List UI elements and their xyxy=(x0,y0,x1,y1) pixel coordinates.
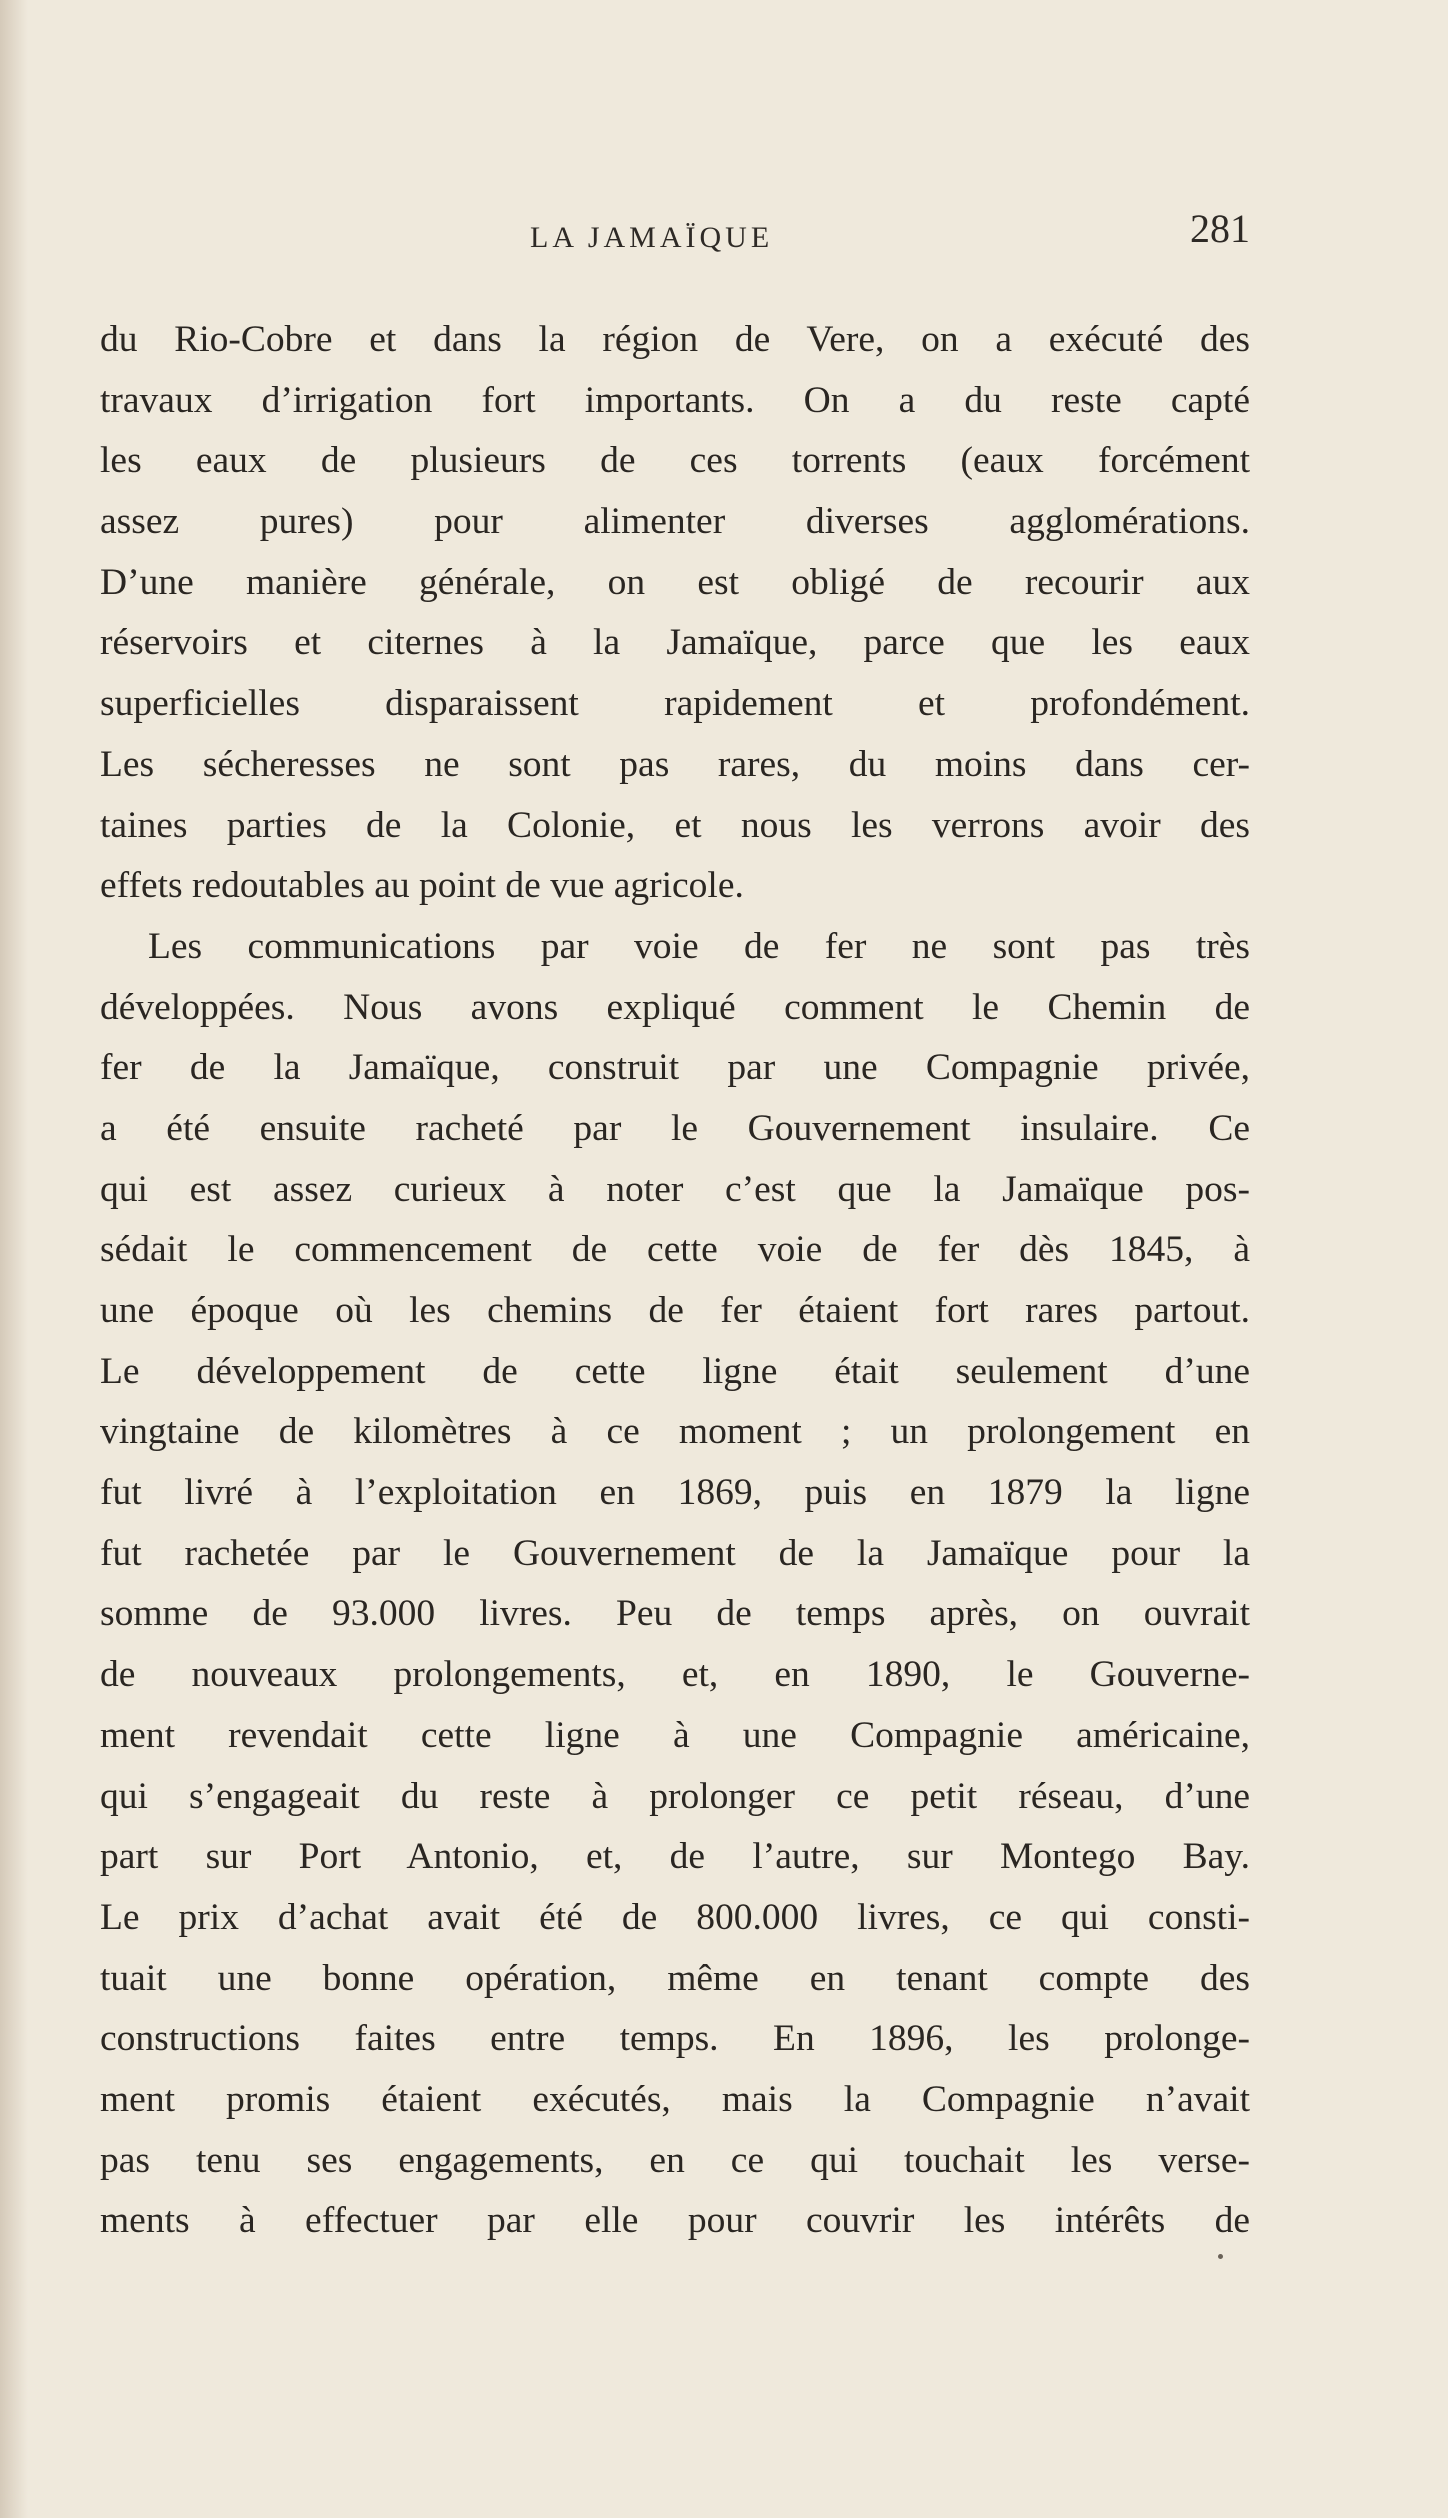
text-line: superficielles disparaissent rapidement et profondément. xyxy=(100,683,1250,725)
text-line: fer de la Jamaïque, construit par une Compagnie privée, xyxy=(100,1047,1250,1089)
text-line: ments à effectuer par elle pour couvrir les intérêts de xyxy=(100,2200,1250,2242)
text-line: de nouveaux prolongements, et, en 1890, le Gouverne- xyxy=(100,1654,1250,1696)
text-line: vingtaine de kilomètres à ce moment ; un prolongement en xyxy=(100,1411,1250,1453)
text-line: effets redoutables au point de vue agricole. xyxy=(100,865,744,907)
text-line: constructions faites entre temps. En 1896, les prolonge- xyxy=(100,2018,1250,2060)
text-line: D’une manière générale, on est obligé de recourir aux xyxy=(100,561,1250,603)
text-line: assez pures) pour alimenter diverses agglomérations. xyxy=(100,501,1250,543)
text-line: sédait le commencement de cette voie de fer dès 1845, à xyxy=(100,1229,1250,1271)
text-line: ment revendait cette ligne à une Compagnie américaine, xyxy=(100,1714,1250,1756)
text-line: taines parties de la Colonie, et nous les verrons avoir des xyxy=(100,804,1250,846)
text-line: fut livré à l’exploitation en 1869, puis en 1879 la ligne xyxy=(100,1472,1250,1514)
text-line: Les sécheresses ne sont pas rares, du moins dans cer- xyxy=(100,743,1250,785)
text-line: du Rio-Cobre et dans la région de Vere, on a exécuté des xyxy=(100,319,1250,360)
running-title: LA JAMAÏQUE xyxy=(530,221,774,254)
text-line: une époque où les chemins de fer étaient fort rares partout. xyxy=(100,1290,1250,1331)
text-line: Le développement de cette ligne était seulement d’une xyxy=(100,1350,1250,1392)
paragraph xyxy=(100,310,1250,917)
text-line: part sur Port Antonio, et, de l’autre, sur Montego Bay. xyxy=(100,1836,1250,1878)
text-line: réservoirs et citernes à la Jamaïque, parce que les eaux xyxy=(100,622,1250,664)
text-line: fut rachetée par le Gouvernement de la Jamaïque pour la xyxy=(100,1532,1250,1574)
text-line: pas tenu ses engagements, en ce qui touchait les verse- xyxy=(100,2139,1250,2181)
text-line: qui est assez curieux à noter c’est que la Jamaïque pos- xyxy=(100,1168,1250,1210)
body-text xyxy=(100,310,1250,2252)
text-line: Les communications par voie de fer ne sont pas très xyxy=(148,925,1250,967)
paragraph xyxy=(100,917,1250,2252)
text-line: somme de 93.000 livres. Peu de temps après, on ouvrait xyxy=(100,1593,1250,1635)
ink-speck xyxy=(1218,2254,1223,2259)
text-line: Le prix d’achat avait été de 800.000 livres, ce qui consti- xyxy=(100,1896,1250,1938)
page-number: 281 xyxy=(1190,206,1250,251)
text-line: a été ensuite racheté par le Gouvernement insulaire. Ce xyxy=(100,1107,1250,1149)
text-line: qui s’engageait du reste à prolonger ce petit réseau, d’une xyxy=(100,1775,1250,1817)
text-line: les eaux de plusieurs de ces torrents (eaux forcément xyxy=(100,440,1250,482)
text-line: ment promis étaient exécutés, mais la Compagnie n’avait xyxy=(100,2078,1250,2120)
text-line: développées. Nous avons expliqué comment le Chemin de xyxy=(100,986,1250,1028)
text-line: tuait une bonne opération, même en tenant compte des xyxy=(100,1957,1250,1999)
page-header xyxy=(100,205,1250,265)
text-line: travaux d’irrigation fort importants. On a du reste capté xyxy=(100,379,1250,421)
